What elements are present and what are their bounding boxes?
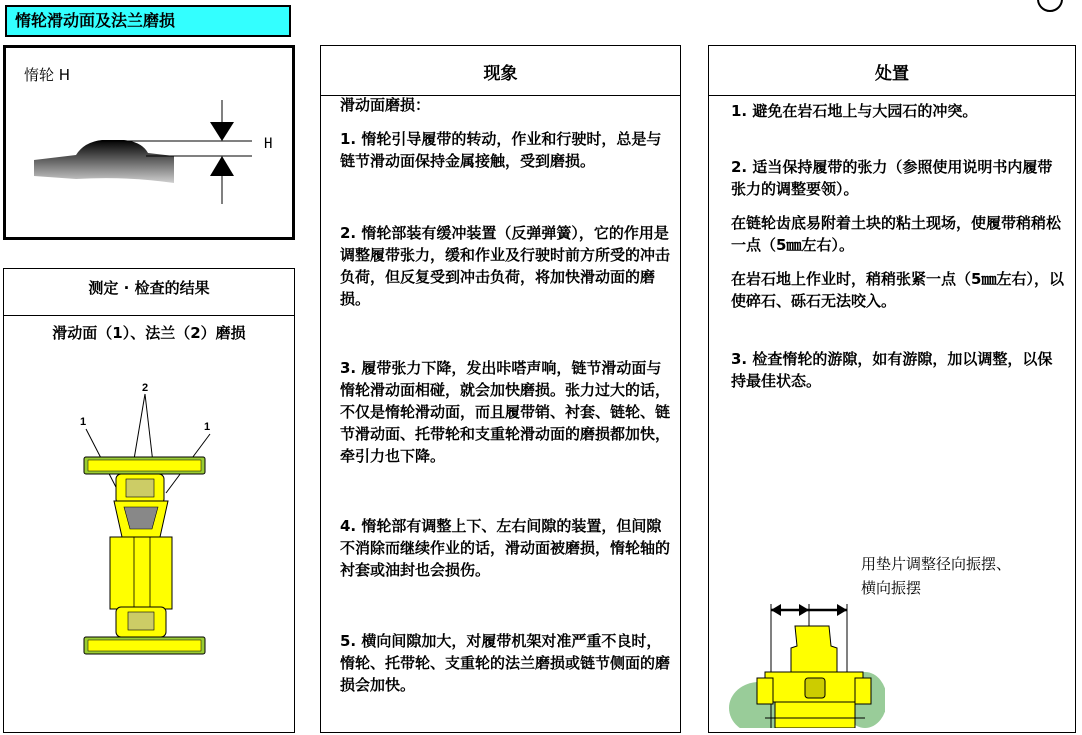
- measure-item-3: 3. 检查惰轮的游隙，如有游隙，加以调整，以保持最佳状态。: [731, 350, 1053, 390]
- arrow-mid-icon: [799, 604, 809, 616]
- idler-cross-section-drawing: [4, 369, 294, 669]
- measure-item-1: 1. 避免在岩石地上与大园石的冲突。: [731, 102, 978, 120]
- up-arrow-icon: [210, 156, 234, 176]
- phenomenon-panel: [320, 45, 681, 733]
- down-arrow-icon: [210, 122, 234, 141]
- phenomenon-item-2: 2. 惰轮部装有缓冲装置（反弹弹簧），它的作用是调整履带张力，缓和作业及行驶时前方所受的冲击负荷，但反复受到冲击负荷，将加快滑动面的磨损。: [340, 224, 671, 308]
- inspection-result-panel: [3, 268, 295, 733]
- measures-header: 处置: [709, 46, 1075, 96]
- height-label: H: [264, 136, 273, 152]
- idler-profile: [34, 140, 174, 183]
- idler-profile-drawing: [6, 48, 292, 237]
- shim-adjust-label: 用垫片调整径向振摆、横向振摆: [861, 555, 1012, 597]
- idler-upper-part: [791, 626, 837, 672]
- phenomenon-item-3: 3. 履带张力下降，发出咔嗒声响，链节滑动面与惰轮滑动面相碰，就会加快磨损。张力过大的话，不仅是惰轮滑动面，而且履带销、衬套、链轮、链节滑动面、托带轮和支重轮滑动面的磨损都加快，牵引力也下降。: [340, 359, 671, 465]
- arrow-left-icon: [771, 604, 781, 616]
- phenomenon-item-1: 1. 惰轮引导履带的转动，作业和行驶时，总是与链节滑动面保持金属接触，受到磨损。: [340, 130, 662, 170]
- shim-adjust-drawing: [725, 548, 885, 728]
- inspection-result-header: 测定 · 检查的结果: [4, 269, 294, 316]
- phenomenon-header: 现象: [321, 46, 680, 96]
- idler-body: [110, 537, 172, 609]
- phenomenon-item-5: 5. 横向间隙加大，对履带机架对准严重不良时，惰轮、托带轮、支重轮的法兰磨损或链节侧面的磨损会加快。: [340, 632, 671, 694]
- callout-1-left: 1: [80, 416, 87, 428]
- measure-note-rock: 在岩石地上作业时，稍稍张紧一点（5㎜左右），以使碎石、砾石无法咬入。: [731, 270, 1064, 310]
- phenomenon-intro: 滑动面磨损：: [340, 96, 431, 114]
- measure-note-clay: 在链轮齿底易附着土块的粘土现场，使履带稍稍松一点（5㎜左右）。: [731, 214, 1062, 254]
- diagram-label: 惰轮 H: [24, 66, 71, 84]
- measures-panel: [708, 45, 1076, 733]
- page-title: 惰轮滑动面及法兰磨损: [5, 5, 291, 37]
- idler-height-diagram: [3, 45, 295, 240]
- arrow-right-icon: [837, 604, 847, 616]
- callout-2: 2: [142, 382, 149, 394]
- inspection-result-subtitle: 滑动面（1）、法兰（2）磨损: [52, 324, 246, 342]
- measure-item-2: 2. 适当保持履带的张力（参照使用说明书内履带张力的调整要领）。: [731, 158, 1053, 198]
- idler-lower-part: [775, 702, 855, 728]
- phenomenon-item-4: 4. 惰轮部有调整上下、左右间隙的装置，但间隙不消除而继续作业的话，滑动面被磨损，惰轮轴的衬套或油封也会损伤。: [340, 517, 671, 579]
- callout-1-right: 1: [204, 421, 211, 433]
- page-number-circle: [1037, 0, 1063, 12]
